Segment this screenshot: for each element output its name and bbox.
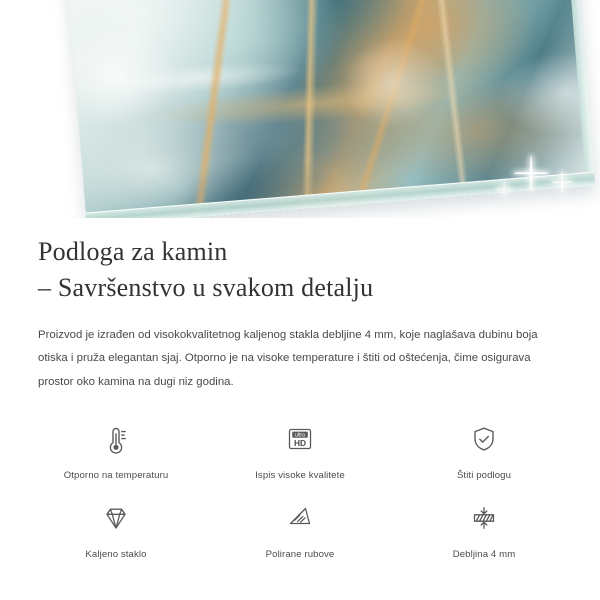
feature-item-thickness xyxy=(392,495,576,560)
svg-text:HD: HD xyxy=(293,438,307,449)
feature-item-polished-edges xyxy=(208,495,392,560)
feature-item-protects-surface xyxy=(392,416,576,481)
feature-label: Polirane rubove xyxy=(265,548,335,560)
polished-edges-icon xyxy=(277,495,323,541)
thickness-arrows-icon xyxy=(461,495,507,541)
feature-label: Štiti podlogu xyxy=(456,469,512,481)
hero-image xyxy=(0,0,600,218)
description-paragraph: Proizvod je izrađen od visokokvalitetnog kaljenog stakla debljine 4 mm, koje naglašava dubinu boja otiska i pruža elegantan sjaj. Otporno je na visoke temperature i štiti od oštećenja, čime osigurava prostor oko kamina na dugi niz godina. xyxy=(38,328,538,388)
page-title-line-1: Podloga za kamin xyxy=(38,237,228,266)
diamond-icon xyxy=(93,495,139,541)
feature-item-temperature xyxy=(24,416,208,481)
feature-item-tempered-glass xyxy=(24,495,208,560)
feature-item-print-quality xyxy=(208,416,392,481)
glass-panel xyxy=(67,0,595,218)
svg-text:ultra: ultra xyxy=(295,432,305,439)
feature-label: Kaljeno staklo xyxy=(85,548,147,560)
page-title xyxy=(38,234,562,306)
thermometer-icon xyxy=(93,416,139,462)
feature-label: Ispis visoke kvalitete xyxy=(255,469,345,481)
feature-label: Debljina 4 mm xyxy=(452,548,516,560)
feature-label: Otporno na temperaturu xyxy=(63,469,169,481)
shield-check-icon xyxy=(461,416,507,462)
hero-image-inner xyxy=(0,0,600,218)
ultra-hd-icon xyxy=(277,416,323,462)
text-content xyxy=(0,218,600,394)
feature-grid xyxy=(0,416,600,560)
page-title-line-2: – Savršenstvo u svakom detalju xyxy=(38,272,374,302)
